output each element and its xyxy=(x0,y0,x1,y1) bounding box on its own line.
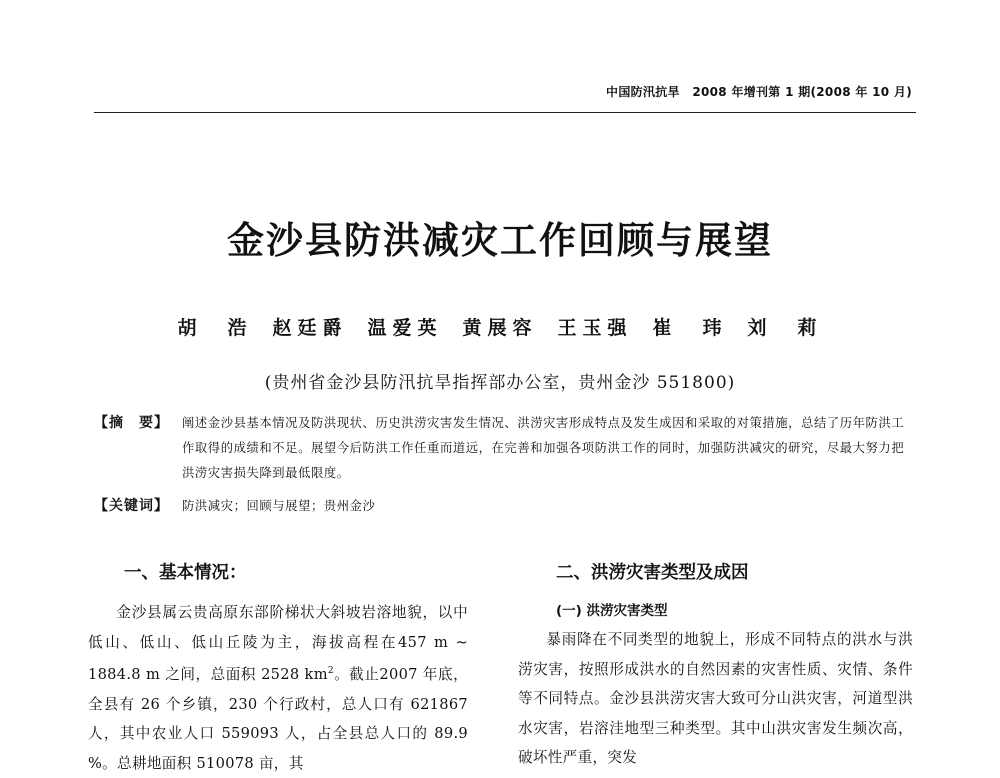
author: 崔 玮 xyxy=(652,317,728,339)
author: 王玉强 xyxy=(557,317,633,339)
keywords-text: 防洪减灾；回顾与展望；贵州金沙 xyxy=(182,499,376,513)
affiliation: (贵州省金沙县防汛抗旱指挥部办公室，贵州金沙 551800) xyxy=(264,373,736,393)
body-paragraph xyxy=(518,625,913,773)
author: 刘 莉 xyxy=(747,317,823,339)
left-column xyxy=(88,558,468,778)
body-paragraph xyxy=(88,598,468,778)
subsection-heading: (一) 洪涝灾害类型 xyxy=(556,603,668,619)
author: 温爱英 xyxy=(367,317,443,339)
section-heading-flood-types: 二、洪涝灾害类型及成因 xyxy=(556,563,749,583)
author: 黄展容 xyxy=(462,317,538,339)
header-divider xyxy=(94,112,916,113)
journal-header xyxy=(606,83,912,100)
journal-issue: 2008 年增刊第 1 期(2008 年 10 月) xyxy=(692,85,912,99)
section-heading-basic: 一、基本情况： xyxy=(124,563,247,583)
paper-title: 金沙县防洪减灾工作回顾与展望 xyxy=(227,218,773,262)
journal-name: 中国防汛抗旱 xyxy=(606,85,680,99)
abstract-text: 阐述金沙县基本情况及防洪现状、历史洪涝灾害发生情况、洪涝灾害形成特点及发生成因和采取的对策措施，总结了历年防洪工作取得的成绩和不足。展望今后防洪工作任重而道远，在完善和加强各项防洪工作的同时，加强防洪减灾的研究，尽最大努力把洪涝灾害损失降到最低限度。 xyxy=(182,416,905,480)
para-text-a: 金沙县属云贵高原东部阶梯状大斜坡岩溶地貌，以中低山、低山、低山丘陵为主，海拔高程在457 m ~ 1884.8 m 之间，总面积 2528 km xyxy=(88,604,468,684)
author: 赵廷爵 xyxy=(272,317,348,339)
superscript: 2 xyxy=(327,666,334,677)
para-text: 暴雨降在不同类型的地貌上，形成不同特点的洪水与洪涝灾害，按照形成洪水的自然因素的灾害性质、灾情、条件等不同特点。金沙县洪涝灾害大致可分山洪灾害，河道型洪水灾害，岩溶洼地型三种类型。其中山洪灾害发生频次高，破坏性严重，突发 xyxy=(518,631,913,767)
author: 胡 浩 xyxy=(177,317,253,339)
keywords-label: 【关键词】 xyxy=(94,498,169,514)
abstract-block xyxy=(94,411,916,486)
para-text-b: 。截止2007 年底，全县有 26 个乡镇，230 个行政村，总人口有 621867 人，其中农业人口 559093 人，占全县总人口的 89.9 %。总耕地面积 510078 亩，其 xyxy=(88,666,468,772)
author-list xyxy=(0,313,1000,340)
keywords-block xyxy=(94,494,916,519)
right-column xyxy=(518,558,913,773)
abstract-label: 【摘 要】 xyxy=(94,415,169,431)
